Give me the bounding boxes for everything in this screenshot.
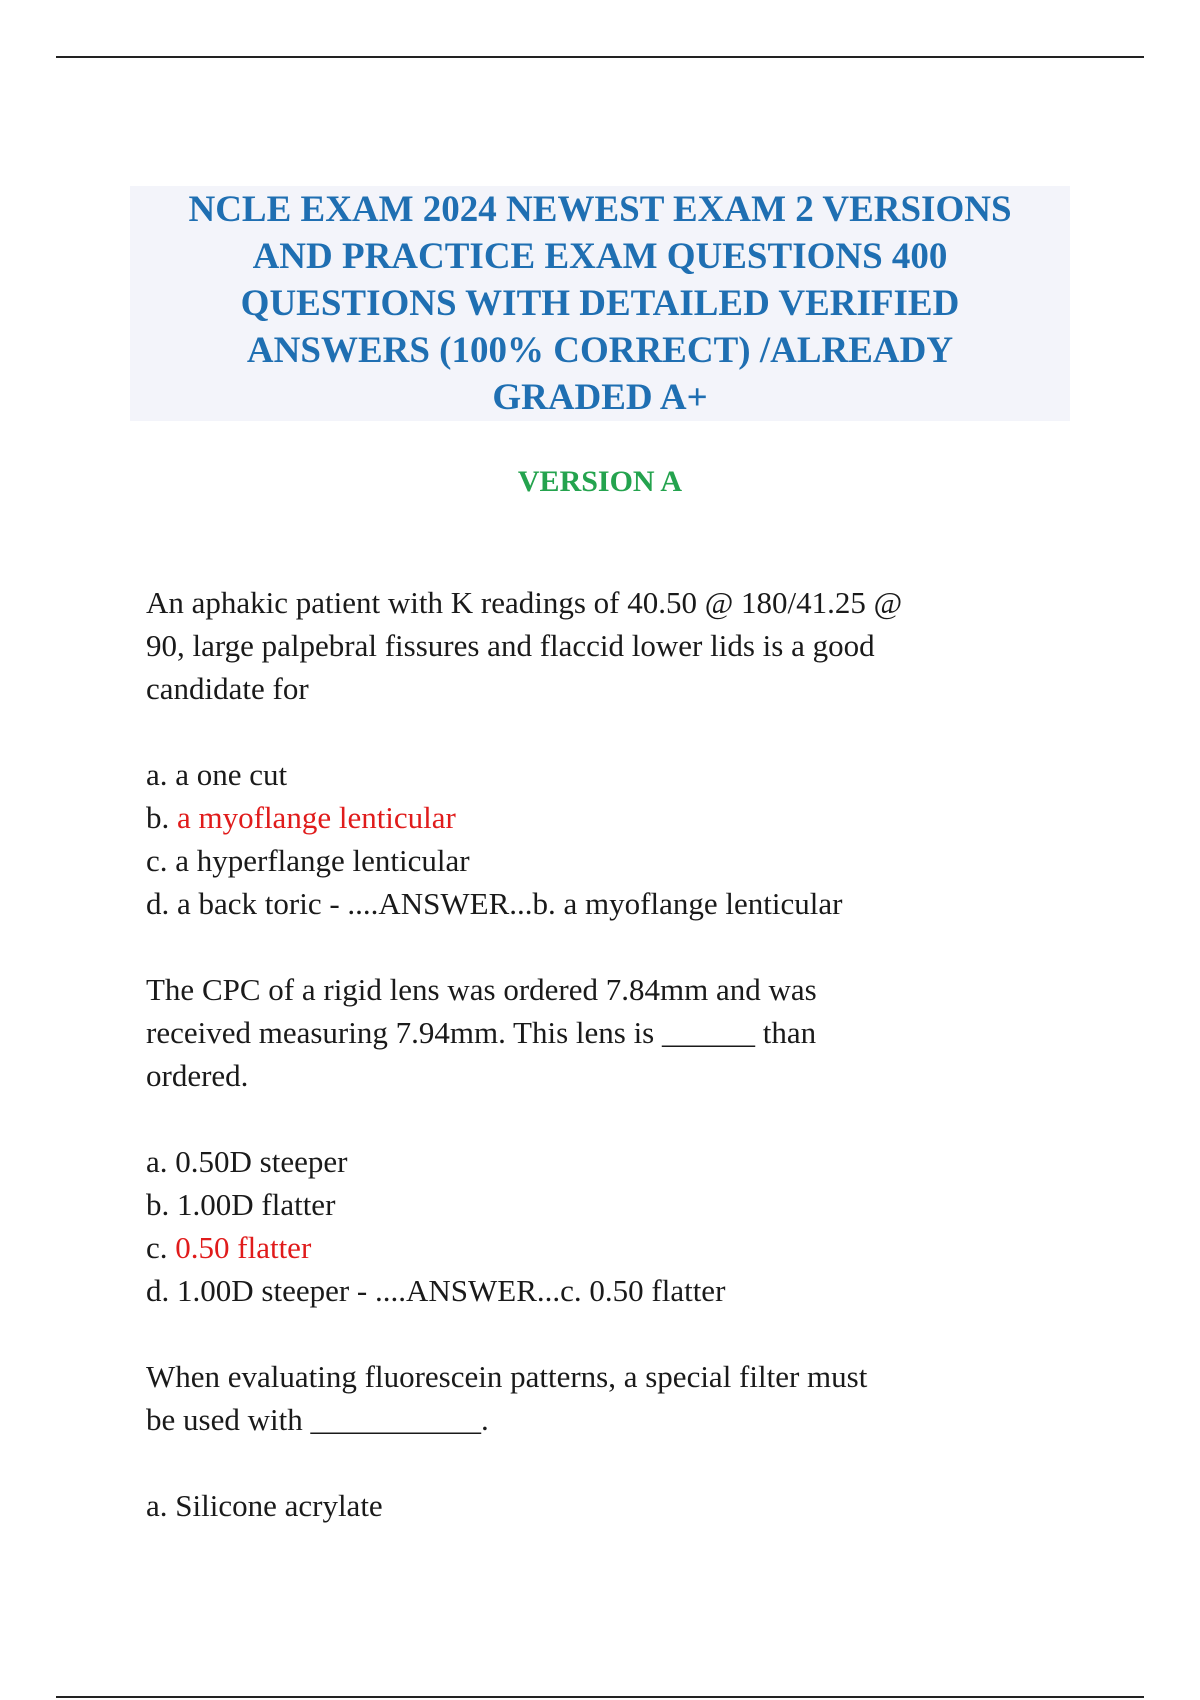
question-1-text bbox=[146, 581, 1066, 710]
option-d-with-answer: d. 1.00D steeper - ....ANSWER...c. 0.50 flatter bbox=[146, 1273, 726, 1308]
question-line: When evaluating fluorescein patterns, a special filter must bbox=[146, 1359, 868, 1394]
title-line: QUESTIONS WITH DETAILED VERIFIED bbox=[130, 280, 1070, 327]
question-line: The CPC of a rigid lens was ordered 7.84mm and was bbox=[146, 972, 817, 1007]
question-line: be used with ___________. bbox=[146, 1402, 489, 1437]
option-c-prefix: c. bbox=[146, 1230, 176, 1265]
question-1-options bbox=[146, 753, 1066, 925]
option-b-prefix: b. bbox=[146, 800, 177, 835]
option-a: a. 0.50D steeper bbox=[146, 1144, 348, 1179]
question-line: received measuring 7.94mm. This lens is ______ than bbox=[146, 1015, 817, 1050]
option-c bbox=[146, 1226, 1066, 1269]
correct-answer-highlight: 0.50 flatter bbox=[175, 1230, 312, 1265]
question-3-options bbox=[146, 1484, 1066, 1527]
question-list bbox=[146, 581, 1066, 1570]
option-b: b. 1.00D flatter bbox=[146, 1187, 336, 1222]
question-line: ordered. bbox=[146, 1058, 249, 1093]
title-line: NCLE EXAM 2024 NEWEST EXAM 2 VERSIONS bbox=[130, 186, 1070, 233]
title-line: GRADED A+ bbox=[130, 374, 1070, 421]
option-c: c. a hyperflange lenticular bbox=[146, 843, 470, 878]
question-line: candidate for bbox=[146, 671, 309, 706]
correct-answer-highlight: a myoflange lenticular bbox=[177, 800, 456, 835]
top-rule bbox=[56, 56, 1144, 58]
version-heading: VERSION A bbox=[517, 465, 683, 498]
option-d-with-answer: d. a back toric - ....ANSWER...b. a myoflange lenticular bbox=[146, 886, 843, 921]
title-line: AND PRACTICE EXAM QUESTIONS 400 bbox=[130, 233, 1070, 280]
bottom-rule bbox=[56, 1696, 1144, 1698]
question-3-text bbox=[146, 1355, 1066, 1441]
title-line: ANSWERS (100% CORRECT) /ALREADY bbox=[130, 327, 1070, 374]
option-a: a. a one cut bbox=[146, 757, 288, 792]
question-2-options bbox=[146, 1140, 1066, 1312]
document-title bbox=[130, 186, 1070, 421]
option-b bbox=[146, 796, 1066, 839]
option-a: a. Silicone acrylate bbox=[146, 1488, 383, 1523]
question-2-text bbox=[146, 968, 1066, 1097]
question-line: 90, large palpebral fissures and flaccid lower lids is a good bbox=[146, 628, 875, 663]
question-line: An aphakic patient with K readings of 40.50 @ 180/41.25 @ bbox=[146, 585, 903, 620]
